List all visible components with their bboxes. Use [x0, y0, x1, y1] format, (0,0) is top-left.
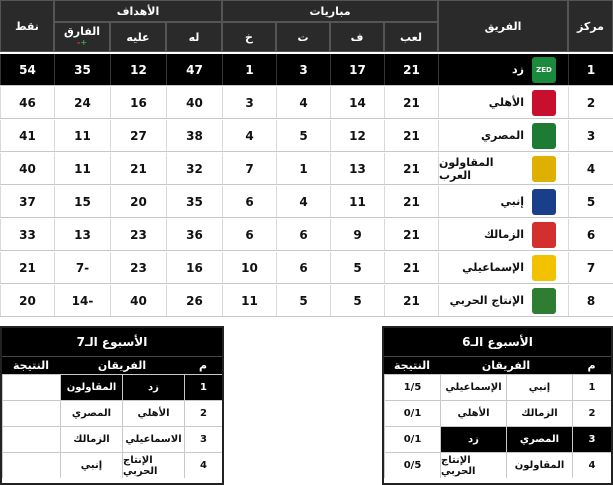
standings-row: [0, 285, 613, 317]
cell-gd: 14-: [54, 285, 110, 316]
standings-row: [0, 252, 613, 284]
header-points: نقط: [0, 0, 54, 52]
standings-row: [0, 153, 613, 185]
cell-ga: 40: [110, 285, 166, 316]
cell-ga: 12: [110, 54, 166, 85]
week6-col-num: م: [587, 359, 596, 372]
week7-col-result: النتيجة: [13, 359, 49, 372]
week6-fixtures: [382, 326, 613, 485]
zamalek-shield-icon: [532, 222, 556, 248]
cell-drawn: 5: [276, 120, 330, 151]
cell-lost: 11: [222, 285, 276, 316]
cell-ga: 21: [110, 153, 166, 184]
week6-fixture-row: [384, 452, 611, 478]
cell-rank: 3: [568, 120, 613, 151]
cell-gd: 15: [54, 186, 110, 217]
cell-team: المقاولون العرب: [438, 153, 530, 184]
minus-mark: -: [76, 38, 81, 47]
week7-title: الأسبوع الـ7: [2, 328, 222, 356]
week6-cell-away: زد: [440, 427, 506, 452]
cell-played: 21: [384, 285, 438, 316]
week7-cell-result: [2, 401, 60, 426]
header-drawn: ت: [276, 22, 330, 52]
cell-gf: 36: [166, 219, 222, 250]
week6-cell-num: 3: [572, 427, 611, 452]
week7-cell-home: الإنتاج الحربي: [122, 453, 184, 478]
cell-gd: 35: [54, 54, 110, 85]
cell-won: 12: [330, 120, 384, 151]
cell-lost: 1: [222, 54, 276, 85]
standings-row: [0, 219, 613, 251]
week6-cell-away: الإسماعيلي: [440, 375, 506, 400]
cell-lost: 7: [222, 153, 276, 184]
cell-gd: 7-: [54, 252, 110, 283]
cell-pts: 54: [0, 54, 54, 85]
cell-gf: 38: [166, 120, 222, 151]
week6-cell-result: 0/1: [384, 427, 440, 452]
cell-lost: 6: [222, 219, 276, 250]
week7-cell-result: [2, 427, 60, 452]
cell-won: 13: [330, 153, 384, 184]
cell-played: 21: [384, 186, 438, 217]
cell-team: الزمالك: [438, 219, 530, 250]
cell-gd: 11: [54, 120, 110, 151]
cell-lost: 10: [222, 252, 276, 283]
cell-won: 9: [330, 219, 384, 250]
header-played: لعب: [384, 22, 438, 52]
cell-lost: 4: [222, 120, 276, 151]
week6-cell-num: 4: [572, 453, 611, 478]
week7-col-teams: الفريقان: [97, 359, 147, 372]
ismaily-shield-icon: [532, 255, 556, 281]
zed-icon: ZED: [532, 57, 556, 83]
enppi-shield-icon: [532, 189, 556, 215]
week6-cell-away: الأهلي: [440, 401, 506, 426]
cell-won: 17: [330, 54, 384, 85]
cell-played: 21: [384, 120, 438, 151]
week7-col-headers: [2, 356, 222, 374]
cell-gf: 35: [166, 186, 222, 217]
week7-cell-away: إنبي: [60, 453, 122, 478]
cell-pts: 33: [0, 219, 54, 250]
week7-fixture-row: [2, 400, 222, 426]
mokawloon-shield-icon: [532, 156, 556, 182]
week7-col-num: م: [198, 359, 208, 372]
header-lost: خ: [222, 22, 276, 52]
cell-played: 21: [384, 219, 438, 250]
plus-mark: +: [80, 38, 88, 47]
entag-shield-icon: [532, 288, 556, 314]
cell-team: زد: [438, 54, 530, 85]
week7-fixture-row: [2, 374, 222, 400]
cell-team: الأهلي: [438, 87, 530, 118]
week7-cell-num: 2: [184, 401, 222, 426]
week6-cell-result: 0/5: [384, 453, 440, 478]
week6-fixture-row: [384, 426, 611, 452]
masry-shield-icon: [532, 123, 556, 149]
week7-cell-away: المصري: [60, 401, 122, 426]
cell-team: الإنتاج الحربي: [438, 285, 530, 316]
standings-row: [0, 120, 613, 152]
week7-cell-num: 3: [184, 427, 222, 452]
week7-cell-result: [2, 453, 60, 478]
cell-team: المصري: [438, 120, 530, 151]
cell-drawn: 5: [276, 285, 330, 316]
week6-fixture-row: [384, 400, 611, 426]
header-goals-group: الأهداف: [54, 0, 222, 22]
week6-cell-home: إنبي: [506, 375, 572, 400]
cell-pts: 46: [0, 87, 54, 118]
week6-cell-home: الزمالك: [506, 401, 572, 426]
cell-played: 21: [384, 153, 438, 184]
week6-cell-result: 1/5: [384, 375, 440, 400]
cell-won: 11: [330, 186, 384, 217]
cell-gf: 32: [166, 153, 222, 184]
cell-drawn: 3: [276, 54, 330, 85]
cell-drawn: 6: [276, 252, 330, 283]
cell-rank: 6: [568, 219, 613, 250]
week7-fixtures: [0, 326, 224, 485]
cell-gf: 16: [166, 252, 222, 283]
cell-rank: 5: [568, 186, 613, 217]
week6-title: الأسبوع الـ6: [384, 328, 611, 356]
cell-won: 5: [330, 285, 384, 316]
week7-cell-num: 1: [184, 375, 222, 400]
cell-played: 21: [384, 87, 438, 118]
cell-pts: 41: [0, 120, 54, 151]
cell-drawn: 6: [276, 219, 330, 250]
cell-ga: 23: [110, 219, 166, 250]
cell-ga: 23: [110, 252, 166, 283]
ahly-eagle-icon: [532, 90, 556, 116]
cell-drawn: 4: [276, 186, 330, 217]
week7-cell-home: الأهلي: [122, 401, 184, 426]
week6-col-result: النتيجة: [394, 359, 430, 372]
cell-played: 21: [384, 54, 438, 85]
cell-gf: 47: [166, 54, 222, 85]
week6-cell-num: 2: [572, 401, 611, 426]
cell-won: 14: [330, 87, 384, 118]
cell-ga: 20: [110, 186, 166, 217]
cell-gd: 11: [54, 153, 110, 184]
week7-fixture-row: [2, 452, 222, 478]
cell-ga: 27: [110, 120, 166, 151]
cell-pts: 21: [0, 252, 54, 283]
cell-gd: 13: [54, 219, 110, 250]
cell-pts: 20: [0, 285, 54, 316]
cell-gf: 26: [166, 285, 222, 316]
cell-team: إنبي: [438, 186, 530, 217]
cell-gf: 40: [166, 87, 222, 118]
cell-played: 21: [384, 252, 438, 283]
week7-cell-away: الزمالك: [60, 427, 122, 452]
cell-rank: 2: [568, 87, 613, 118]
standings-row: [0, 87, 613, 119]
header-goals-against: عليه: [110, 22, 166, 52]
header-won: ف: [330, 22, 384, 52]
header-goal-diff: [54, 22, 110, 52]
cell-lost: 6: [222, 186, 276, 217]
cell-lost: 3: [222, 87, 276, 118]
cell-pts: 37: [0, 186, 54, 217]
week6-cell-away: الإنتاج الحربي: [440, 453, 506, 478]
cell-drawn: 1: [276, 153, 330, 184]
week7-fixture-row: [2, 426, 222, 452]
header-rank: مركز: [568, 0, 613, 52]
week6-cell-home: المصري: [506, 427, 572, 452]
cell-ga: 16: [110, 87, 166, 118]
week7-cell-away: المقاولون: [60, 375, 122, 400]
week7-cell-home: الاسماعيلي: [122, 427, 184, 452]
cell-rank: 1: [568, 54, 613, 85]
week6-cell-result: 0/1: [384, 401, 440, 426]
week6-col-teams: الفريقان: [481, 359, 531, 372]
header-matches-group: مباريات: [222, 0, 438, 22]
cell-won: 5: [330, 252, 384, 283]
cell-pts: 40: [0, 153, 54, 184]
header-goal-diff-label: الفارق: [63, 25, 101, 38]
week7-cell-num: 4: [184, 453, 222, 478]
cell-team: الإسماعيلي: [438, 252, 530, 283]
cell-rank: 8: [568, 285, 613, 316]
header-team: الفريق: [438, 0, 568, 52]
cell-drawn: 4: [276, 87, 330, 118]
week6-cell-home: المقاولون: [506, 453, 572, 478]
standings-row: [0, 54, 613, 86]
week6-fixture-row: [384, 374, 611, 400]
header-goals-for: له: [166, 22, 222, 52]
week7-cell-home: زد: [122, 375, 184, 400]
cell-rank: 7: [568, 252, 613, 283]
cell-gd: 24: [54, 87, 110, 118]
cell-rank: 4: [568, 153, 613, 184]
standings-row: [0, 186, 613, 218]
week7-cell-result: [2, 375, 60, 400]
week6-col-headers: [384, 356, 611, 374]
week6-cell-num: 1: [572, 375, 611, 400]
